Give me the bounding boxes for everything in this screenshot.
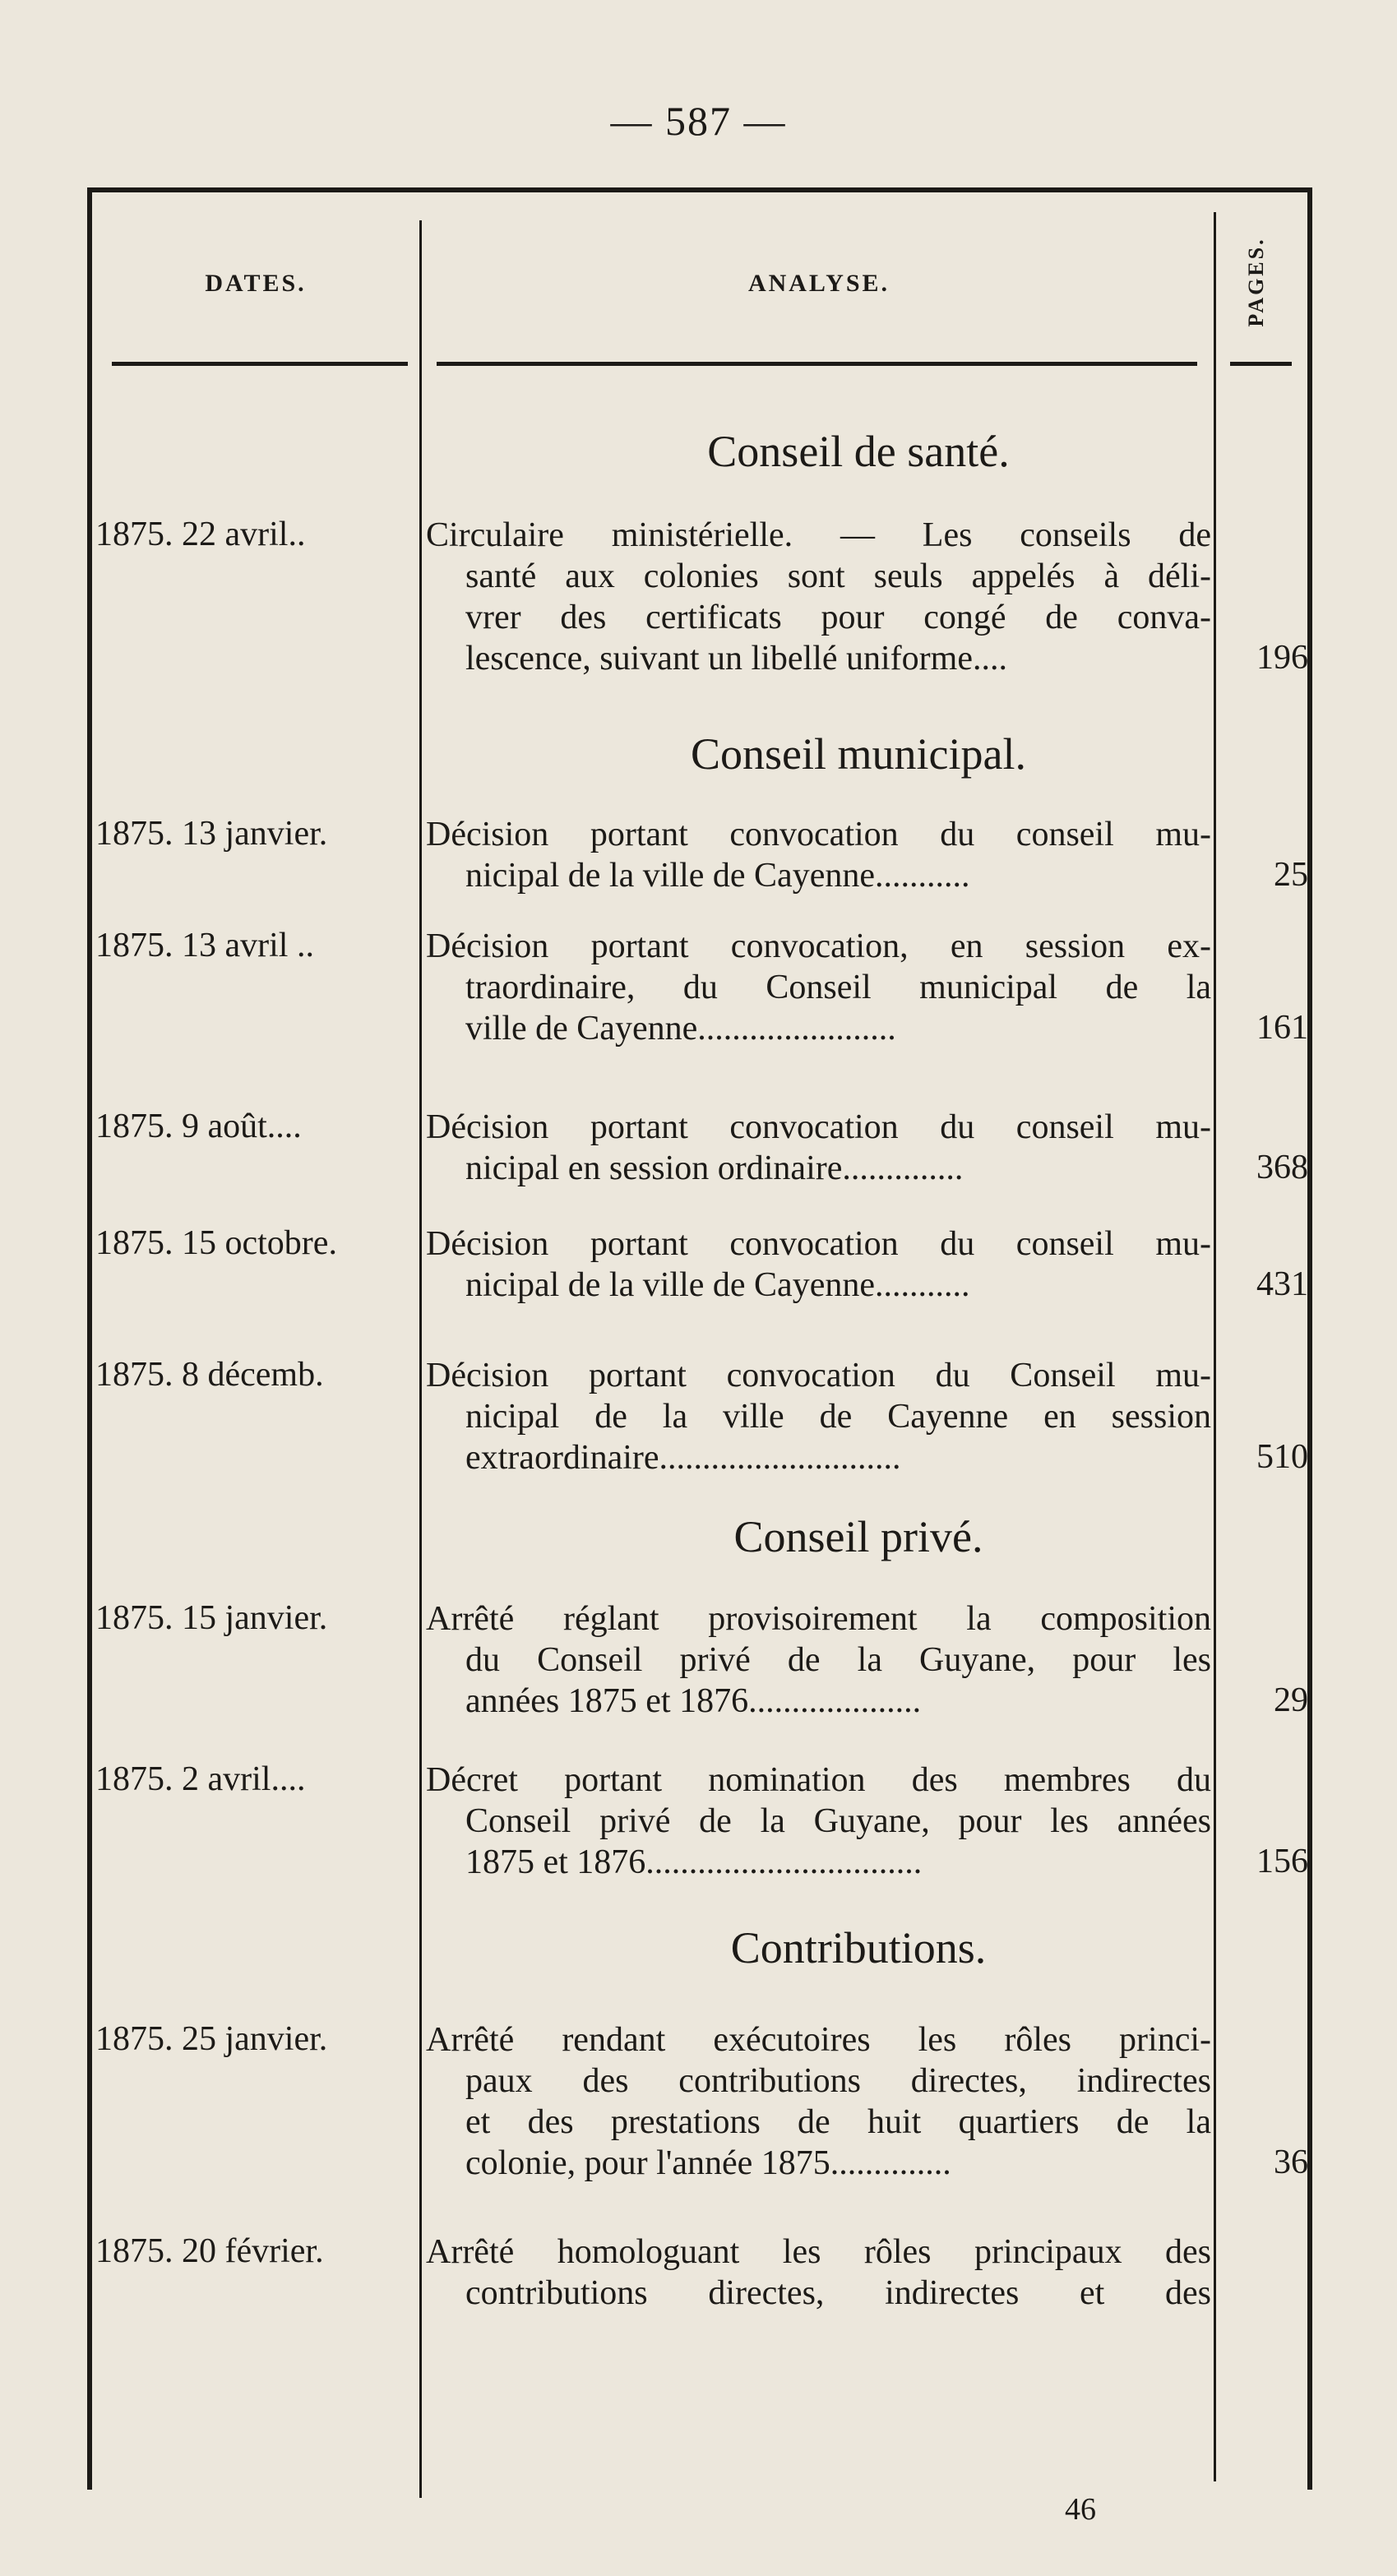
entry-analysis <box>426 1107 1211 1189</box>
analysis-line: nicipal de la ville de Cayenne........... <box>465 857 970 895</box>
analysis-line: Décision portant convocation du conseil mu- <box>426 1108 1211 1146</box>
analysis-line: santé aux colonies sont seuls appelés à déli- <box>465 557 1211 595</box>
analysis-line: colonie, pour l'année 1875.............. <box>465 2144 951 2182</box>
analysis-line: extraordinaire............................ <box>465 1439 901 1477</box>
entry-analysis <box>426 1355 1211 1478</box>
header-dates: DATES. <box>205 270 307 297</box>
analysis-line: traordinaire, du Conseil municipal de la <box>465 969 1211 1006</box>
entry-page: 510 <box>1256 1438 1308 1476</box>
analysis-line: Décision portant convocation du Conseil mu- <box>426 1357 1211 1394</box>
entry-page: 368 <box>1256 1149 1308 1186</box>
header-rule-dates <box>112 362 408 366</box>
top-rule <box>87 187 1312 192</box>
header-pages: PAGES. <box>1244 237 1268 327</box>
analysis-line: ville de Cayenne....................... <box>465 1010 896 1048</box>
analysis-line: Décret portant nomination des membres du <box>426 1761 1211 1799</box>
left-border <box>87 187 92 2490</box>
analysis-line: lescence, suivant un libellé uniforme.... <box>465 640 1007 678</box>
analysis-line: nicipal en session ordinaire.............. <box>465 1149 964 1187</box>
entry-page: 25 <box>1274 856 1308 894</box>
header-rule-pages <box>1230 362 1292 366</box>
analysis-line: Décision portant convocation du conseil mu- <box>426 816 1211 853</box>
entry-analysis <box>426 1598 1211 1722</box>
entry-analysis <box>426 926 1211 1049</box>
entry-page: 196 <box>1256 639 1308 677</box>
section-title: Conseil privé. <box>733 1512 983 1561</box>
entry-date: 1875. 9 août.... <box>95 1108 302 1145</box>
entry-date: 1875. 15 janvier. <box>95 1599 328 1637</box>
entry-analysis <box>426 2019 1211 2184</box>
analysis-line: Conseil privé de la Guyane, pour les années <box>465 1802 1211 1840</box>
analysis-line: et des prestations de huit quartiers de la <box>465 2103 1211 2141</box>
entry-date: 1875. 13 avril .. <box>95 927 314 964</box>
entry-date: 1875. 25 janvier. <box>95 2020 328 2058</box>
analysis-line: Arrêté homologuant les rôles principaux des <box>426 2233 1211 2271</box>
section-title: Contributions. <box>730 1923 987 1972</box>
entry-date: 1875. 13 janvier. <box>95 815 328 853</box>
entry-page: 29 <box>1274 1681 1308 1719</box>
entry-date: 1875. 2 avril.... <box>95 1760 306 1798</box>
analysis-line: Arrêté réglant provisoirement la composition <box>426 1600 1211 1638</box>
index-table <box>87 187 1312 2498</box>
analysis-line: contributions directes, indirectes et des <box>465 2274 1211 2312</box>
entry-page: 161 <box>1256 1009 1308 1047</box>
entry-date: 1875. 22 avril.. <box>95 516 306 553</box>
analysis-line: Arrêté rendant exécutoires les rôles princi- <box>426 2021 1211 2059</box>
entry-analysis <box>426 1760 1211 1883</box>
column-divider-pages <box>1214 212 1216 2481</box>
analysis-line: vrer des certificats pour congé de conva- <box>465 599 1211 636</box>
section-title: Conseil municipal. <box>691 729 1026 779</box>
entry-date: 1875. 15 octobre. <box>95 1224 337 1262</box>
entry-analysis <box>426 2231 1211 2314</box>
entry-analysis <box>426 515 1211 679</box>
analysis-line: Circulaire ministérielle. — Les conseils de <box>426 516 1211 554</box>
entry-page: 431 <box>1256 1265 1308 1303</box>
entry-date: 1875. 20 février. <box>95 2232 324 2270</box>
analysis-line: du Conseil privé de la Guyane, pour les <box>465 1641 1211 1679</box>
section-title: Conseil de santé. <box>707 427 1010 476</box>
analysis-line: années 1875 et 1876.................... <box>465 1682 922 1720</box>
header-analyse: ANALYSE. <box>747 270 890 297</box>
analysis-line: nicipal de la ville de Cayenne en session <box>465 1398 1211 1436</box>
analysis-line: Décision portant convocation du conseil mu- <box>426 1225 1211 1263</box>
header-rule-analyse <box>437 362 1197 366</box>
entry-page: 156 <box>1256 1843 1308 1880</box>
signature-mark: 46 <box>1065 2492 1096 2527</box>
analysis-line: 1875 et 1876................................ <box>465 1843 923 1881</box>
analysis-line: nicipal de la ville de Cayenne........... <box>465 1266 970 1304</box>
entry-page: 36 <box>1274 2144 1308 2181</box>
analysis-line: Décision portant convocation, en session ex- <box>426 927 1211 965</box>
analysis-line: paux des contributions directes, indirectes <box>465 2062 1211 2100</box>
page-number: — 587 — <box>610 98 787 144</box>
entry-date: 1875. 8 décemb. <box>95 1356 324 1394</box>
entry-analysis <box>426 814 1211 896</box>
entry-analysis <box>426 1223 1211 1306</box>
